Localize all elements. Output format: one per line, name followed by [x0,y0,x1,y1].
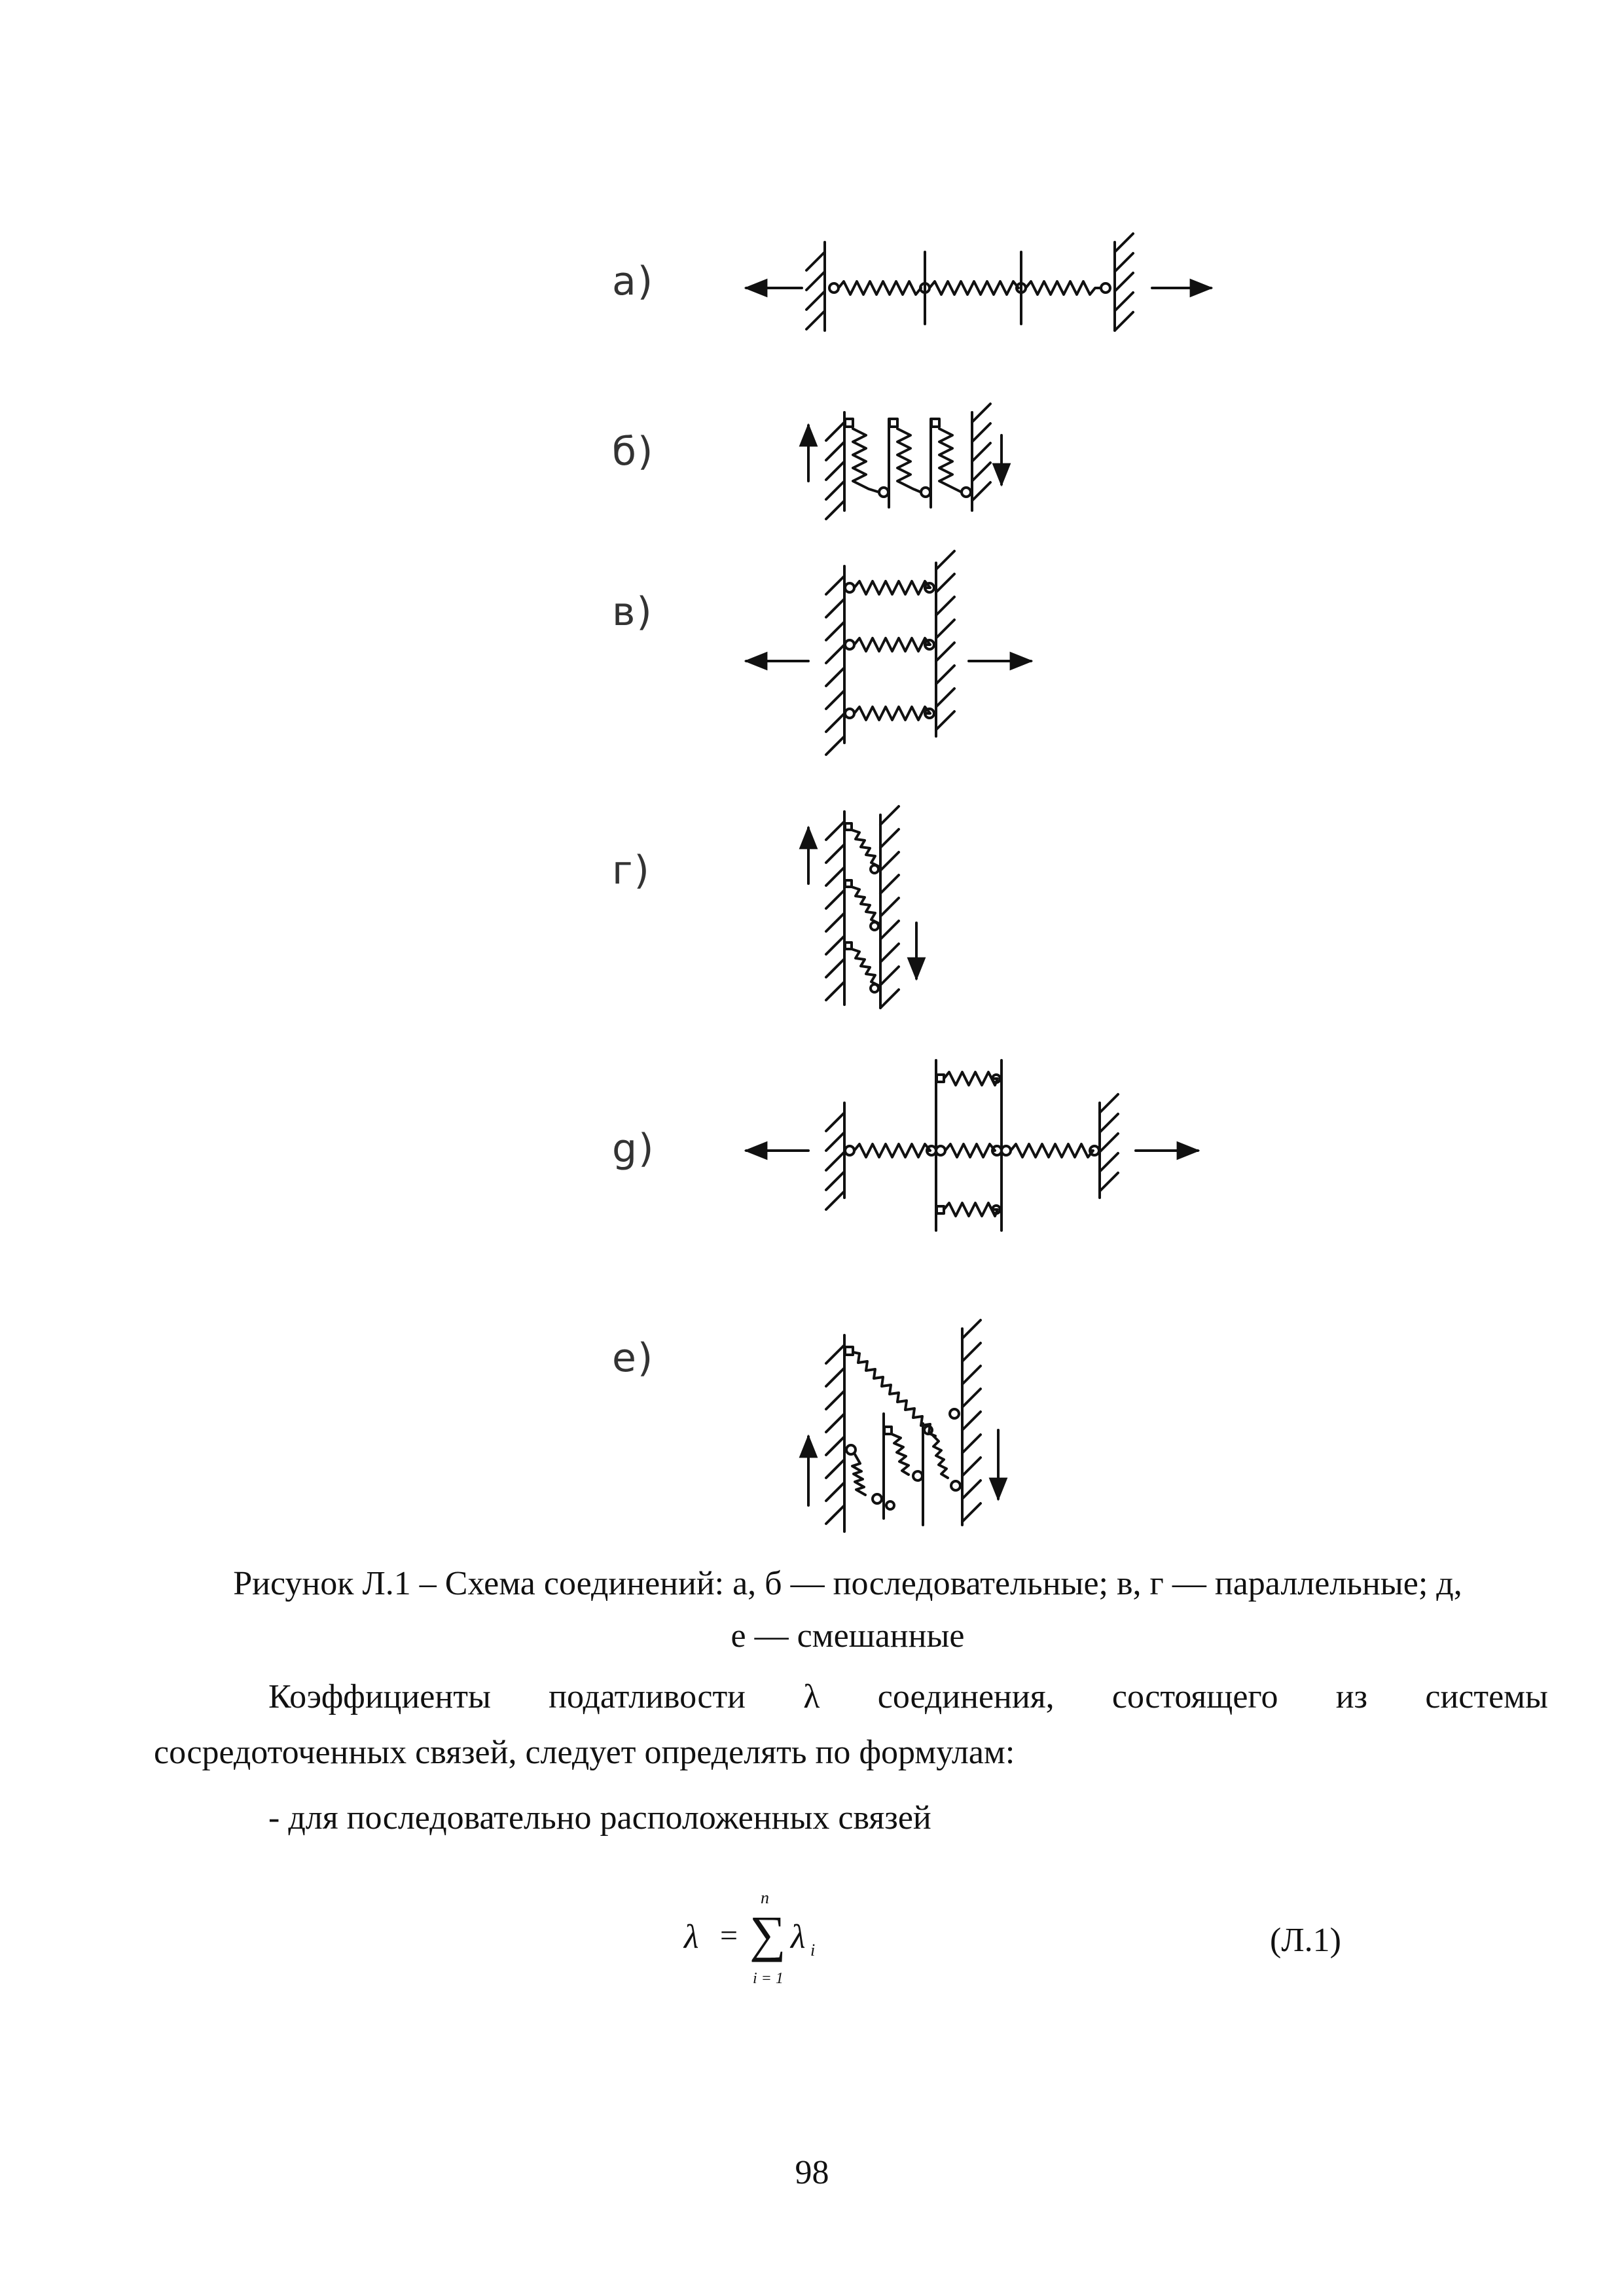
panel-label-a: а) [612,259,655,304]
formula-term-subscript: i [810,1941,816,1960]
page-number: 98 [795,2154,829,2191]
formula-equals: = [720,1918,738,1953]
scheme-g [808,806,916,1008]
formula-lhs: λ [684,1918,699,1956]
scheme-v [746,551,1031,755]
paragraph-line-1: Коэффициенты податливости λ соединения, состоящего из системы [268,1678,1548,1715]
panel-label-b: б) [612,429,655,475]
paragraph-line-2: сосредоточенных связей, следует определять по формулам: [154,1734,1015,1771]
figure-caption-line-1: Рисунок Л.1 – Схема соединений: а, б — последовательные; в, г — параллельные; д, [233,1565,1462,1602]
panel-label-v: в) [612,589,653,635]
panel-label-d: g) [612,1126,655,1172]
scheme-e [808,1320,998,1532]
scheme-b [808,404,1001,519]
scheme-a [746,234,1211,331]
equation-number: (Л.1) [1270,1922,1341,1959]
panel-label-e: е) [612,1335,655,1381]
formula-lower-limit: i = 1 [753,1970,784,1987]
formula-sum: ∑ [749,1905,786,1962]
scheme-d [746,1060,1198,1230]
formula-upper-limit: n [761,1888,769,1907]
figure-caption-line-2: е — смешанные [731,1617,965,1655]
panel-label-g: г) [612,848,651,893]
formula-term: λ [791,1918,806,1956]
bullet-series: - для последовательно расположенных связей [268,1799,931,1837]
